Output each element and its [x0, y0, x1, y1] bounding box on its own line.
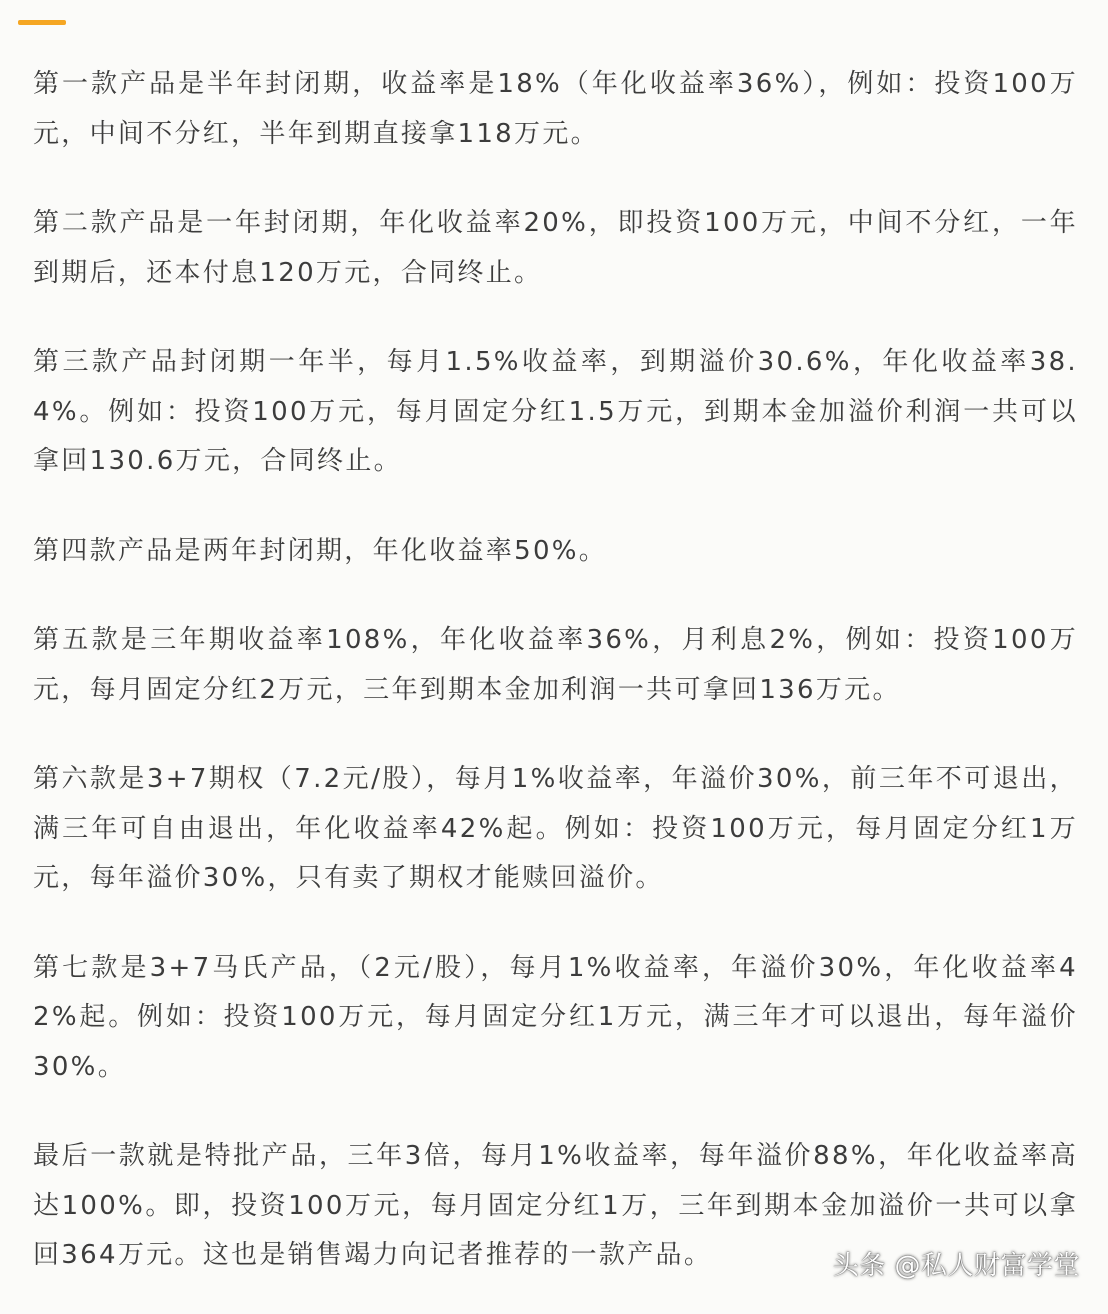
watermark: 头条 @私人财富学堂 — [832, 1251, 1080, 1281]
paragraph-product-final: 最后一款就是特批产品，三年3倍，每月1%收益率，每年溢价88%，年化收益率高达100%。即，投资100万元，每月固定分红1万，三年到期本金加溢价一共可以拿回364万元。这也是销售竭力向记者推荐的一款产品。 — [33, 1141, 1078, 1270]
paragraph-product-2: 第二款产品是一年封闭期，年化收益率20%，即投资100万元，中间不分红，一年到期后，还本付息120万元，合同终止。 — [33, 208, 1078, 288]
paragraph-product-5: 第五款是三年期收益率108%，年化收益率36%，月利息2%，例如：投资100万元，每月固定分红2万元，三年到期本金加利润一共可拿回136万元。 — [33, 625, 1078, 705]
paragraph-product-3: 第三款产品封闭期一年半，每月1.5%收益率，到期溢价30.6%，年化收益率38.4%。例如：投资100万元，每月固定分红1.5万元，到期本金加溢价利润一共可以拿回130.6万元，合同终止。 — [33, 347, 1078, 476]
paragraph-product-1: 第一款产品是半年封闭期，收益率是18%（年化收益率36%），例如：投资100万元，中间不分红，半年到期直接拿118万元。 — [33, 69, 1078, 149]
paragraph-product-4: 第四款产品是两年封闭期，年化收益率50%。 — [33, 535, 608, 566]
paragraph-product-7: 第七款是3+7马氏产品，（2元/股），每月1%收益率，年溢价30%，年化收益率42%起。例如：投资100万元，每月固定分红1万元，满三年才可以退出，每年溢价30%。 — [33, 952, 1078, 1082]
paragraph-product-6: 第六款是3+7期权（7.2元/股），每月1%收益率，年溢价30%，前三年不可退出，满三年可自由退出，年化收益率42%起。例如：投资100万元，每月固定分红1万元，每年溢价30%，只有卖了期权才能赎回溢价。 — [33, 764, 1078, 893]
accent-bar — [18, 20, 66, 25]
article-body — [33, 60, 1078, 1281]
